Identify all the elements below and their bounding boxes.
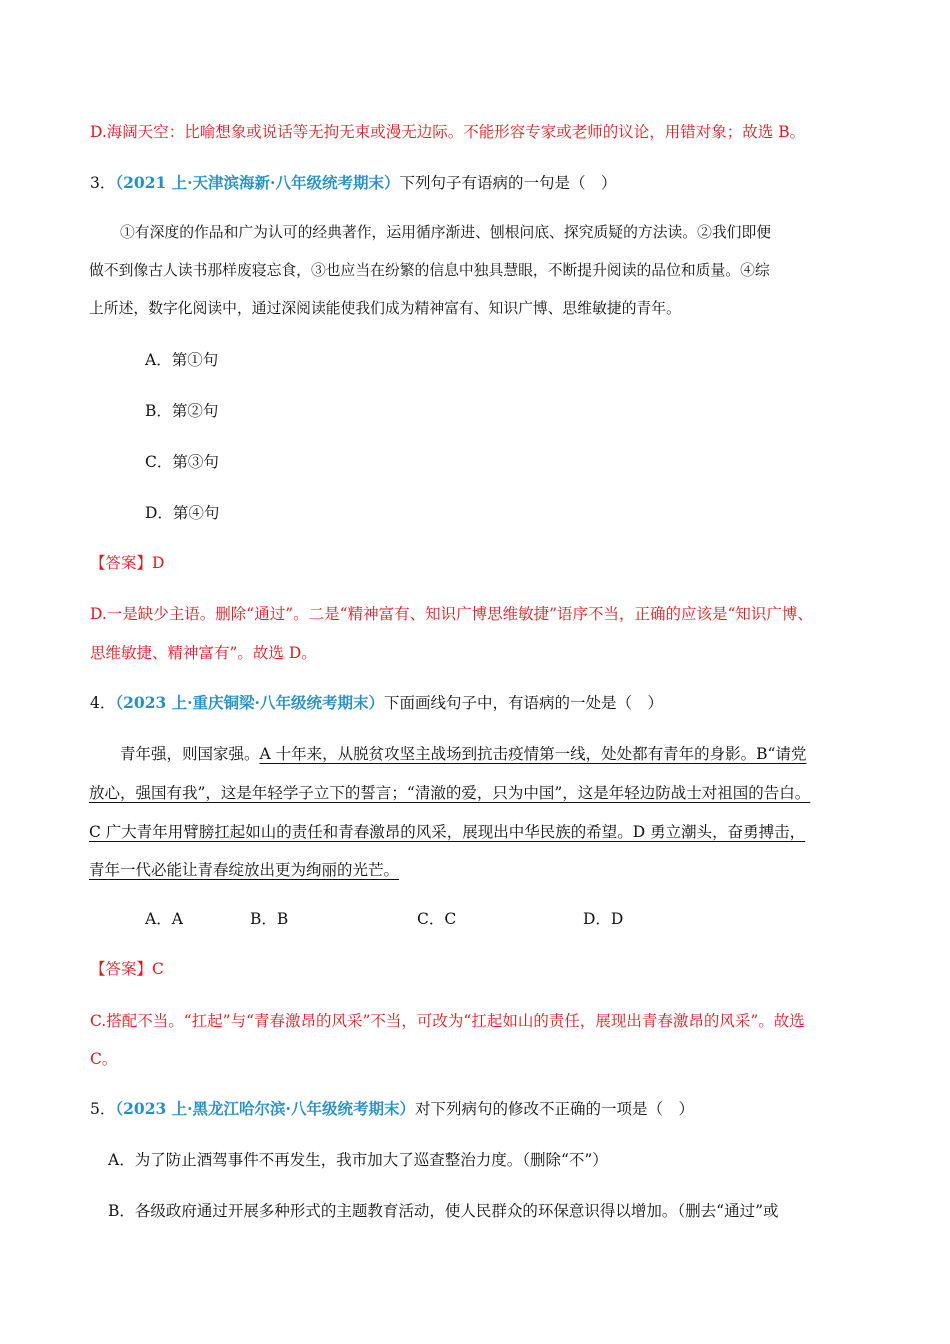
q3-option-c[interactable]: C．第③句 (145, 453, 219, 471)
q3-passage-line: 做不到像古人读书那样废寝忘食，③也应当在纷繁的信息中独具慧眼，不断提升阅读的品位和质量。④综 (89, 262, 770, 279)
q4-stem: 下面画线句子中，有语病的一处是（ ） (383, 694, 663, 712)
q4-underlined-text: 放心，强国有我”，这是年轻学子立下的誓言；“清澈的爱，只为中国”，这是年轻边防战士对祖国的告白。 (89, 784, 811, 802)
q3-option-b[interactable]: B．第②句 (145, 402, 219, 420)
q4-passage-intro: 青年强，则国家强。 (120, 745, 260, 763)
q4-answer-label: 【答案】 (90, 960, 153, 978)
q3-number: 3． (90, 174, 116, 192)
q5-heading (90, 1098, 694, 1120)
q4-underlined-text: 青年一代必能让青春绽放出更为绚丽的光芒。 (89, 861, 400, 879)
q4-underlined-text: C 广大青年用臂膀扛起如山的责任和青春激昂的风采，展现出中华民族的希望。D 勇立潮头，奋勇搏击， (89, 823, 806, 841)
q5-option-b[interactable]: B．各级政府通过开展多种形式的主题教育活动，使人民群众的环保意识得以增加。（删去“通过”或 (108, 1202, 779, 1220)
q4-passage-line (120, 743, 806, 765)
q3-explanation-line: D.一是缺少主语。删除“通过”。二是“精神富有、知识广博思维敏捷”语序不当，正确的应该是“知识广博、 (90, 605, 813, 623)
q3-passage-line: ①有深度的作品和广为认可的经典著作，运用循序渐进、刨根问底、探究质疑的方法读。②我们即便 (120, 224, 772, 241)
q4-number: 4． (90, 694, 116, 712)
q5-option-a[interactable]: A．为了防止酒驾事件不再发生，我市加大了巡查整治力度。（删除“不”） (108, 1151, 608, 1169)
q4-heading (90, 692, 663, 714)
q3-answer (90, 552, 164, 574)
q5-stem: 对下列病句的修改不正确的一项是（ ） (414, 1100, 694, 1118)
q3-option-d[interactable]: D．第④句 (145, 504, 220, 522)
q2-explanation: D.海阔天空：比喻想象或说话等无拘无束或漫无边际。不能形容专家或老师的议论，用错对象；故选 B。 (90, 123, 806, 141)
q4-source: （2023 上·重庆铜梁·八年级统考期末） (115, 693, 384, 712)
q3-stem: 下列句子有语病的一句是（ ） (399, 174, 617, 192)
q3-source: （2021 上·天津滨海新·八年级统考期末） (115, 173, 400, 192)
q4-option-b[interactable]: B．B (250, 910, 289, 928)
q5-number: 5． (90, 1100, 116, 1118)
q4-explanation-line: C.搭配不当。“扛起”与“青春激昂的风采”不当，可改为“扛起如山的责任，展现出青春激昂的风采”。故选 (90, 1012, 805, 1030)
q4-option-d[interactable]: D．D (583, 910, 624, 928)
q4-answer (90, 958, 164, 980)
q4-underlined-text: A 十年来，从脱贫攻坚主战场到抗击疫情第一线，处处都有青年的身影。B“请党 (259, 745, 807, 763)
q4-explanation-line: C。 (90, 1050, 118, 1068)
q3-answer-label: 【答案】 (90, 554, 153, 572)
q4-answer-value: C (152, 960, 164, 978)
q5-source: （2023 上·黑龙江哈尔滨·八年级统考期末） (115, 1099, 415, 1118)
q3-answer-value: D (152, 554, 165, 572)
q3-passage-line: 上所述，数字化阅读中，通过深阅读能使我们成为精神富有、知识广博、思维敏捷的青年。 (89, 300, 681, 317)
q4-option-c[interactable]: C．C (417, 910, 457, 928)
q3-explanation-line: 思维敏捷、精神富有”。故选 D。 (90, 644, 317, 662)
q4-option-a[interactable]: A．A (145, 910, 183, 928)
q3-option-a[interactable]: A．第①句 (145, 351, 219, 369)
q3-heading (90, 172, 616, 194)
